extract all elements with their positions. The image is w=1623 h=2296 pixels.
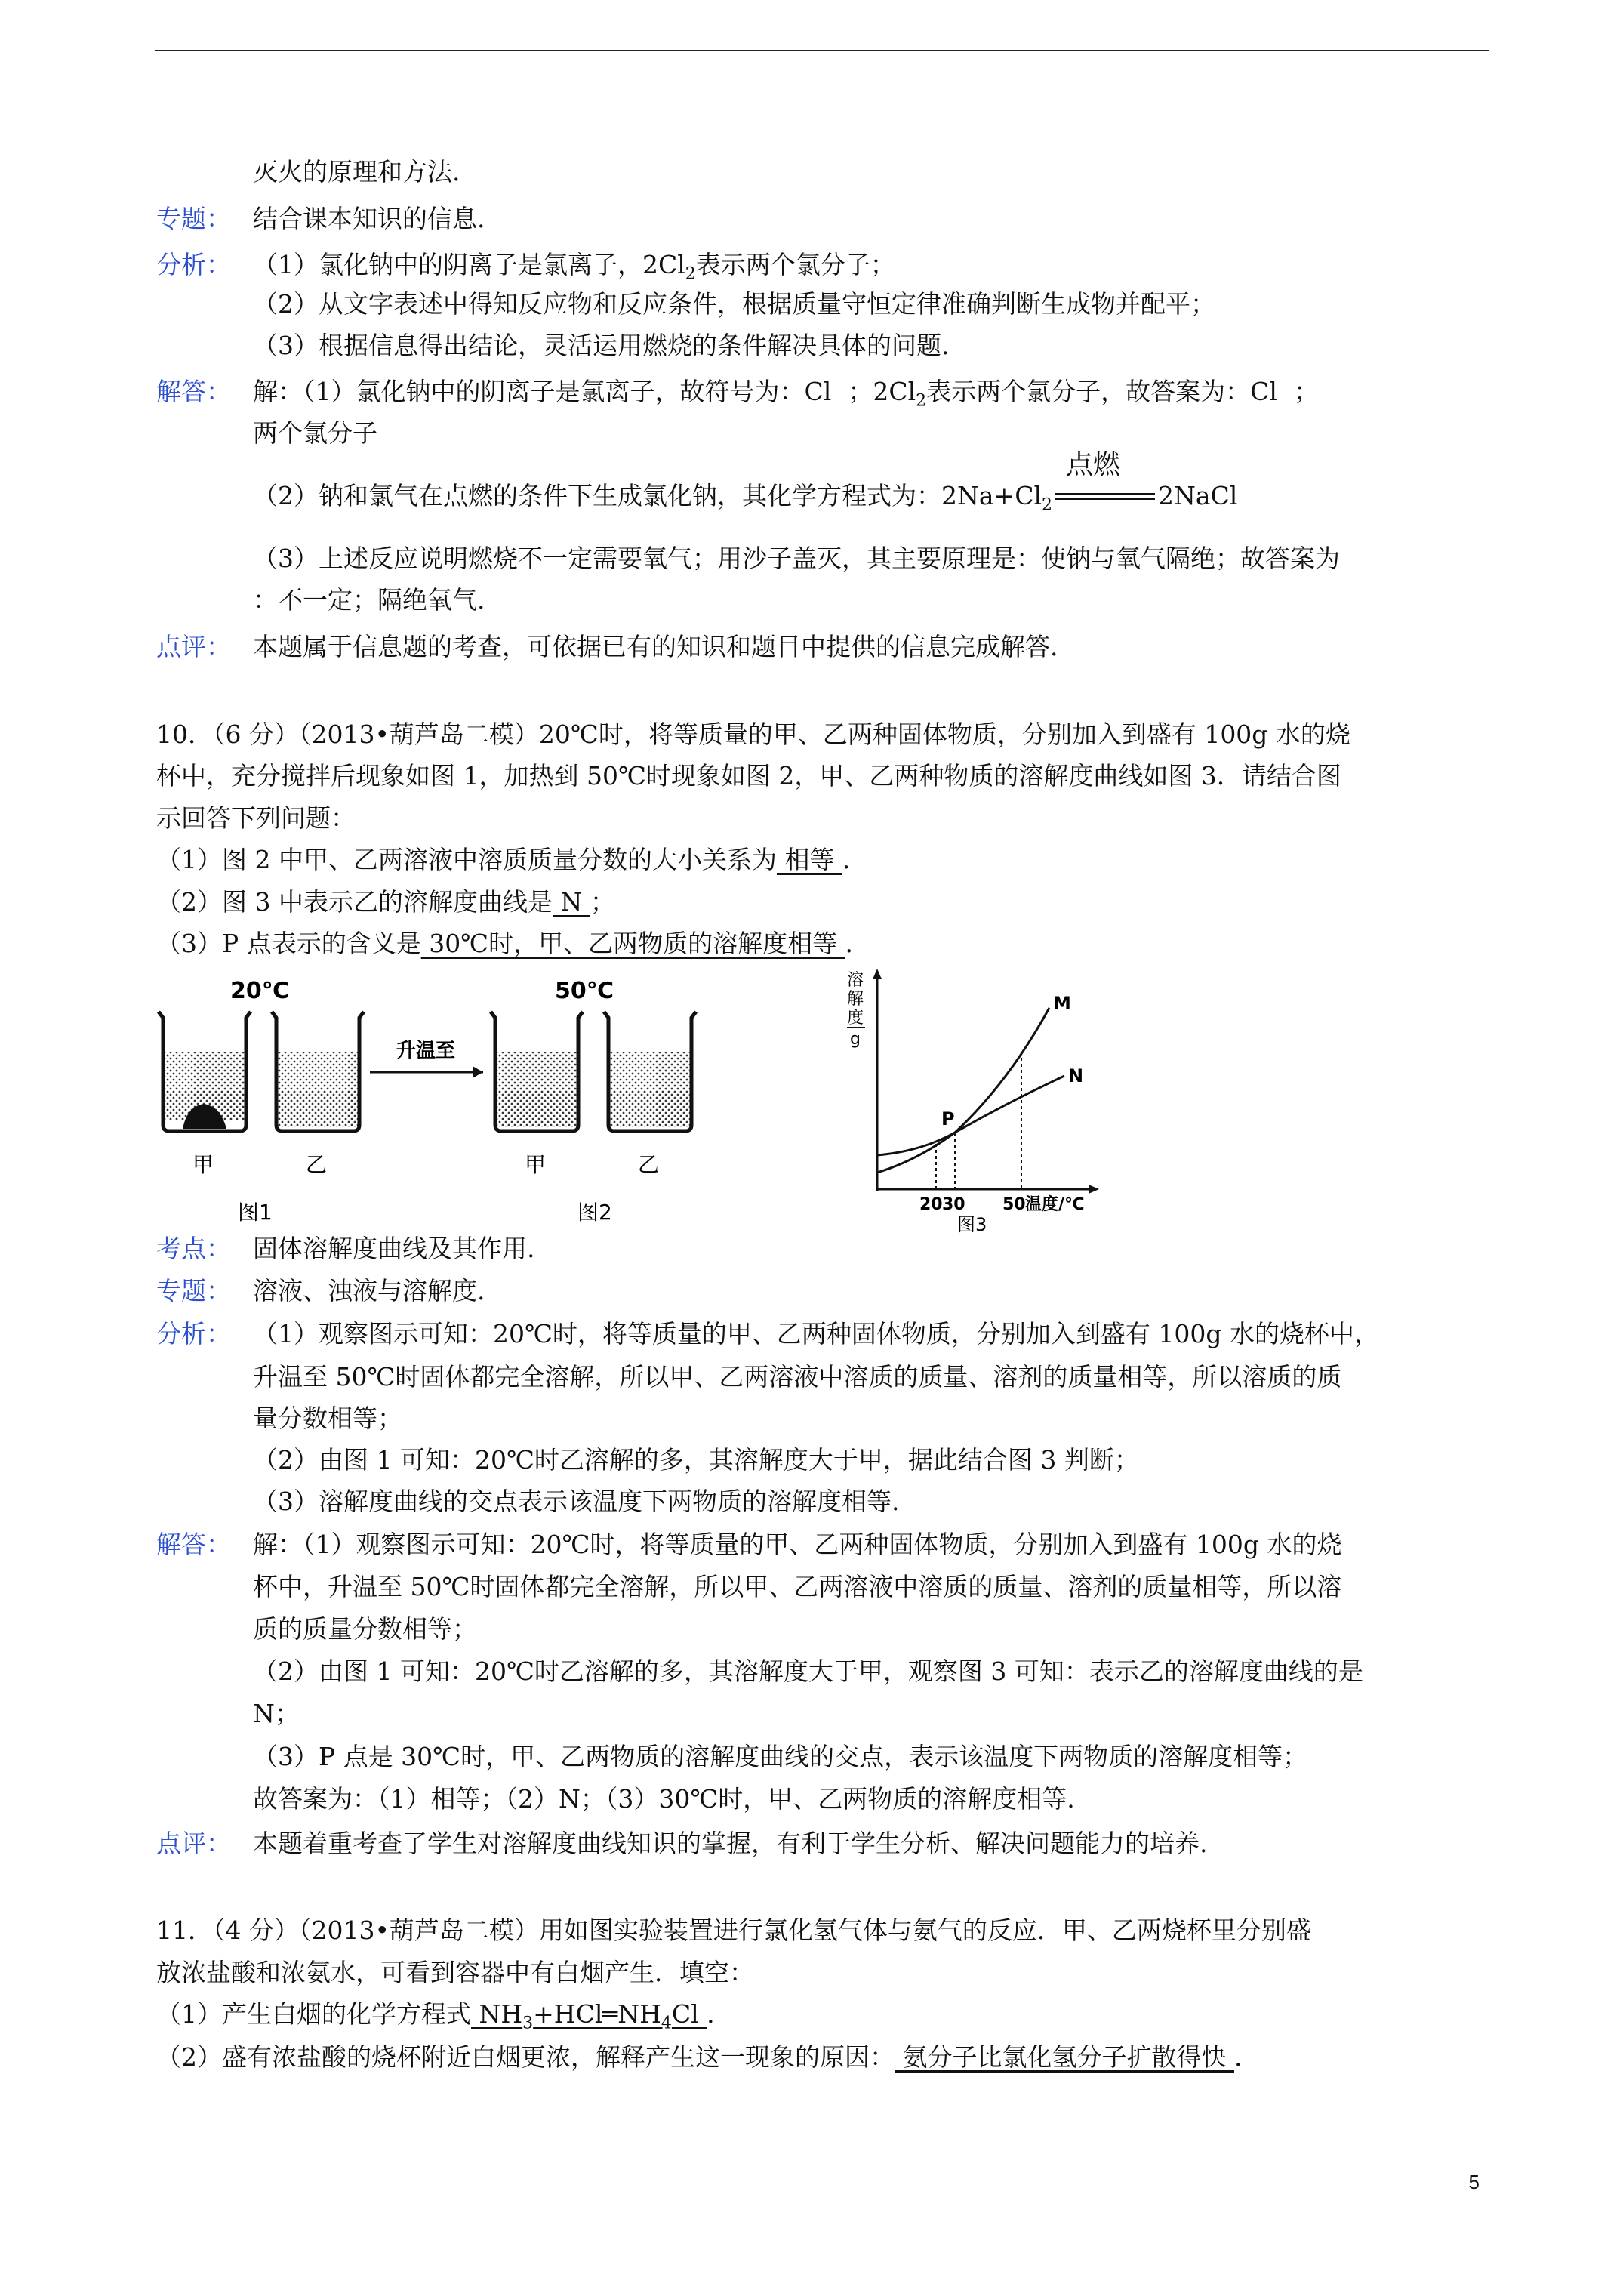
temp-50: 50℃ bbox=[555, 978, 614, 1004]
q10-jieda-1: 解：（1）观察图示可知：20℃时，将等质量的甲、乙两种固体物质，分别加入到盛有 100g 水的烧 bbox=[253, 1530, 1342, 1559]
xtick-30: 30 bbox=[942, 1195, 965, 1214]
q10-part-1: （1）图 2 中甲、乙两溶液中溶质质量分数的大小关系为 相等 ． bbox=[156, 845, 867, 874]
beaker-figures bbox=[151, 966, 755, 1231]
q9-fenxi-label: 分析： bbox=[156, 250, 231, 279]
label-jia-1: 甲 bbox=[192, 1152, 214, 1177]
q9-zhuanti-label: 专题： bbox=[156, 204, 231, 233]
xtick-20: 20 bbox=[919, 1195, 943, 1214]
page-number: 5 bbox=[1468, 2171, 1480, 2193]
q9-fenxi-1: （1）氯化钠中的阴离子是氯离子，$2Cl_2$表示两个氯分子； bbox=[253, 250, 895, 284]
q9-jieda-3: （3）上述反应说明燃烧不一定需要氧气；用沙子盖灭，其主要原理是：使钠与氧气隔绝；故答案为 bbox=[253, 544, 1340, 573]
q10-jieda-4: 故答案为：（1）相等；（2）N；（3）30℃时，甲、乙两物质的溶解度相等. bbox=[253, 1784, 1075, 1814]
q10-zhuanti-label: 专题： bbox=[156, 1276, 231, 1305]
answer-blank: 相等 bbox=[776, 845, 842, 874]
q10-dianping: 本题着重考查了学生对溶解度曲线知识的掌握，有利于学生分析、解决问题能力的培养. bbox=[253, 1829, 1208, 1858]
q10-fenxi-label: 分析： bbox=[156, 1319, 231, 1348]
q11-part-2: （2）盛有浓盐酸的烧杯附近白烟更浓，解释产生这一现象的原因： 氨分子比氯化氢分子扩散得快 . bbox=[156, 2042, 1243, 2072]
arrow-head bbox=[473, 1066, 483, 1078]
q11-stem-2: 放浓盐酸和浓氨水，可看到容器中有白烟产生．填空： bbox=[156, 1958, 754, 1987]
beaker-jia-20 bbox=[159, 1012, 251, 1131]
ylabel-2: 解 bbox=[847, 990, 864, 1009]
q10-jieda-1c: 质的质量分数相等； bbox=[253, 1614, 477, 1644]
answer-blank: 30℃时，甲、乙两物质的溶解度相等 bbox=[420, 929, 845, 958]
beaker-yi-50 bbox=[604, 1012, 696, 1131]
q10-jieda-label: 解答： bbox=[156, 1530, 231, 1559]
q9-jieda-1-cont: 两个氯分子 bbox=[253, 418, 377, 448]
ylabel-4: g bbox=[850, 1030, 861, 1049]
fig3-caption: 图3 bbox=[957, 1214, 987, 1234]
q10-dianping-label: 点评： bbox=[156, 1829, 231, 1858]
curve-N bbox=[877, 1076, 1064, 1173]
label-yi-2: 乙 bbox=[638, 1152, 660, 1177]
q10-jieda-3: （3）P 点是 30℃时，甲、乙两物质的溶解度曲线的交点，表示该温度下两物质的溶解度相等； bbox=[253, 1742, 1308, 1771]
xtick-50: 50 bbox=[1002, 1195, 1026, 1214]
q9-dianping-label: 点评： bbox=[156, 632, 231, 661]
q10-fenxi-1: （1）观察图示可知：20℃时，将等质量的甲、乙两种固体物质，分别加入到盛有 100g 水的烧杯中， bbox=[253, 1319, 1379, 1348]
label-jia-2: 甲 bbox=[525, 1152, 547, 1177]
q9-fenxi-3: （3）根据信息得出结论，灵活运用燃烧的条件解决具体的问题. bbox=[253, 331, 950, 360]
label-M: M bbox=[1053, 993, 1071, 1014]
q9-jieda-label: 解答： bbox=[156, 377, 231, 406]
q10-fenxi-2: （2）由图 1 可知：20℃时乙溶解的多，其溶解度大于甲，据此结合图 3 判断； bbox=[253, 1445, 1139, 1475]
label-yi-1: 乙 bbox=[306, 1152, 328, 1177]
q10-part-2: （2）图 3 中表示乙的溶解度曲线是 N ； bbox=[156, 887, 615, 917]
q11-part-1: （1）产生白烟的化学方程式 $NH_3+HCl═NH_4Cl$ ． bbox=[156, 1999, 732, 2033]
q9-jieda-3-cont: ：不一定；隔绝氧气. bbox=[253, 585, 485, 615]
fig1-caption: 图1 bbox=[238, 1200, 273, 1225]
q10-stem-2: 杯中，充分搅拌后现象如图 1，加热到 50℃时现象如图 2，甲、乙两种物质的溶解度曲线如图 3．请结合图 bbox=[156, 761, 1341, 791]
point-P: P bbox=[941, 1108, 955, 1130]
arrow-label: 升温至 bbox=[396, 1040, 456, 1062]
temp-20: 20℃ bbox=[230, 978, 290, 1004]
q9-jieda-1: 解：（1）氯化钠中的阴离子是氯离子，故符号为：Cl﹣；$2Cl_2$表示两个氯分子，故答案为：Cl﹣； bbox=[253, 377, 1319, 411]
q10-fenxi-3: （3）溶解度曲线的交点表示该温度下两物质的溶解度相等. bbox=[253, 1487, 900, 1516]
q10-zhuanti: 溶液、浊液与溶解度. bbox=[253, 1276, 485, 1305]
beaker-yi-20 bbox=[272, 1012, 364, 1131]
curve-M bbox=[877, 1008, 1049, 1155]
answer-blank: 氨分子比氯化氢分子扩散得快 bbox=[895, 2042, 1234, 2072]
q10-kaodian-label: 考点： bbox=[156, 1234, 231, 1263]
ylabel-3: 度 bbox=[847, 1009, 864, 1028]
q11-stem-1: 11．（4 分）（2013•葫芦岛二模）用如图实验装置进行氯化氢气体与氨气的反应．甲、乙两烧杯里分别盛 bbox=[156, 1915, 1311, 1945]
q9-zhuanti: 结合课本知识的信息. bbox=[253, 204, 485, 233]
q10-stem-3: 示回答下列问题： bbox=[156, 803, 356, 833]
q9-fenxi-2: （2）从文字表述中得知反应物和反应条件，根据质量守恒定律准确判断生成物并配平； bbox=[253, 289, 1215, 319]
fig2-caption: 图2 bbox=[577, 1200, 612, 1225]
solubility-chart bbox=[845, 963, 1117, 1234]
q10-part-3: （3）P 点表示的含义是 30℃时，甲、乙两物质的溶解度相等 ． bbox=[156, 929, 870, 958]
q9-dianping: 本题属于信息题的考查，可依据已有的知识和题目中提供的信息完成解答. bbox=[253, 632, 1058, 661]
q10-jieda-2: （2）由图 1 可知：20℃时乙溶解的多，其溶解度大于甲，观察图 3 可知：表示乙的溶解度曲线的是 bbox=[253, 1657, 1363, 1686]
q10-kaodian: 固体溶解度曲线及其作用. bbox=[253, 1234, 535, 1263]
header-rule bbox=[155, 50, 1489, 51]
beaker-jia-50 bbox=[491, 1012, 583, 1131]
q9-cont-line: 灭火的原理和方法. bbox=[253, 157, 460, 186]
q10-stem-1: 10．（6 分）（2013•葫芦岛二模）20℃时，将等质量的甲、乙两种固体物质，分别加入到盛有 100g 水的烧 bbox=[156, 720, 1350, 749]
label-N: N bbox=[1068, 1065, 1084, 1086]
q10-fenxi-1c: 量分数相等； bbox=[253, 1404, 402, 1433]
q10-jieda-1b: 杯中，升温至 50℃时固体都完全溶解，所以甲、乙两溶液中溶质的质量、溶剂的质量相等，所以溶 bbox=[253, 1572, 1342, 1601]
answer-blank: N bbox=[552, 887, 590, 917]
q10-jieda-2b: N； bbox=[253, 1699, 300, 1728]
answer-blank: $NH_3+HCl═NH_4Cl$ bbox=[471, 1999, 707, 2033]
ylabel-1: 溶 bbox=[847, 971, 864, 990]
q10-fenxi-1b: 升温至 50℃时固体都完全溶解，所以甲、乙两溶液中溶质的质量、溶剂的质量相等，所以溶质的质 bbox=[253, 1362, 1342, 1391]
xlabel: 温度/℃ bbox=[1025, 1195, 1085, 1214]
reaction-condition: 点燃 bbox=[1052, 482, 1158, 513]
q9-jieda-2: （2）钠和氯气在点燃的条件下生成氯化钠，其化学方程式为：$2Na+Cl_2$ 点燃 2NaCl bbox=[253, 449, 1238, 515]
